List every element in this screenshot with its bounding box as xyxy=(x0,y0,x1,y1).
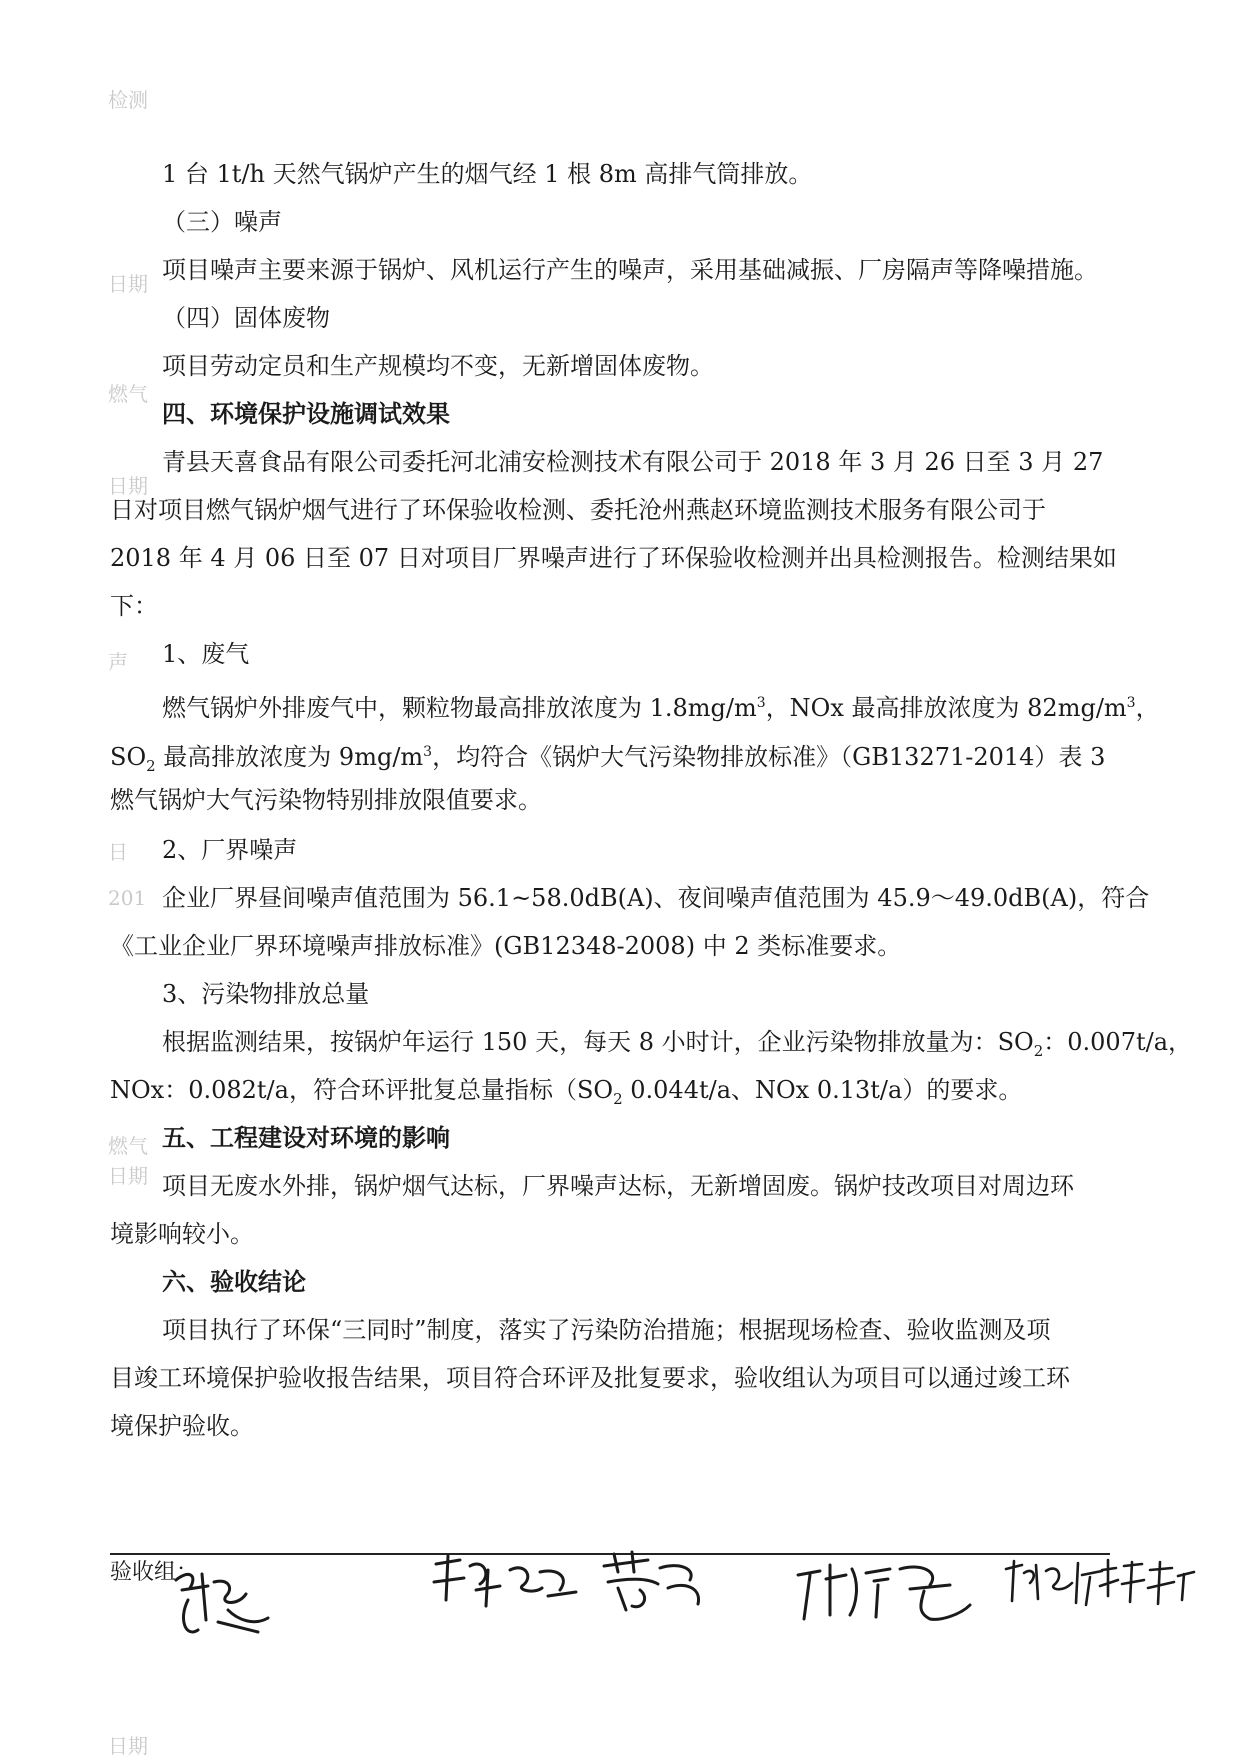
superscript: 3 xyxy=(756,695,766,711)
text-run: ， xyxy=(1135,694,1160,722)
paragraph-line: 境保护验收。 xyxy=(110,1412,254,1440)
paragraph-line: 青县天喜食品有限公司委托河北浦安检测技术有限公司于 2018 年 3 月 26 日至 3 月 27 xyxy=(162,448,1104,476)
handwritten-signature xyxy=(598,1548,708,1618)
signature-label: 验收组： xyxy=(110,1560,199,1585)
bleed-through-mark: 检测 xyxy=(108,88,148,112)
paragraph-line: 目竣工环境保护验收报告结果，项目符合环评及批复要求，验收组认为项目可以通过竣工环 xyxy=(110,1364,1070,1392)
subscript: 2 xyxy=(613,1089,623,1108)
section-heading: 六、验收结论 xyxy=(162,1267,306,1296)
text-run: ：0.007t/a， xyxy=(1043,1028,1193,1056)
paragraph-line xyxy=(162,686,1160,725)
bleed-through-mark: 日期 xyxy=(108,1164,148,1188)
bleed-through-mark: 燃气 xyxy=(108,1134,148,1158)
bleed-through-mark: 声 xyxy=(108,650,128,674)
superscript: 3 xyxy=(423,744,433,760)
section-heading: （四）固体废物 xyxy=(162,304,330,332)
bleed-through-mark: 日期 xyxy=(108,272,148,296)
bleed-through-mark: 日期 xyxy=(108,474,148,498)
text-run: 最高排放浓度为 9mg/m xyxy=(155,743,424,771)
paragraph-line: 1 台 1t/h 天然气锅炉产生的烟气经 1 根 8m 高排气筒排放。 xyxy=(162,160,813,188)
subscript: 2 xyxy=(146,756,156,775)
bleed-through-mark: 燃气 xyxy=(108,382,148,406)
paragraph-line xyxy=(162,1025,1192,1068)
bleed-through-mark: 日期 xyxy=(108,1734,148,1758)
paragraph-line: 2018 年 4 月 06 日至 07 日对项目厂界噪声进行了环保验收检测并出具检测报告。检测结果如 xyxy=(110,544,1117,572)
paragraph-line: 项目无废水外排，锅炉烟气达标，厂界噪声达标，无新增固废。锅炉技改项目对周边环 xyxy=(162,1172,1074,1200)
paragraph-line: 燃气锅炉大气污染物特别排放限值要求。 xyxy=(110,786,542,814)
paragraph-line: 项目劳动定员和生产规模均不变，无新增固体废物。 xyxy=(162,352,714,380)
handwritten-signature xyxy=(1098,1556,1198,1611)
paragraph-line: 下： xyxy=(110,592,158,620)
section-heading: 1、废气 xyxy=(162,640,250,668)
section-heading: 2、厂界噪声 xyxy=(162,836,298,864)
text-run: ，NOx 最高排放浓度为 82mg/m xyxy=(765,694,1127,722)
text-run: ，均符合《锅炉大气污染物排放标准》（GB13271-2014）表 3 xyxy=(432,743,1106,771)
text-run: 根据监测结果，按锅炉年运行 150 天，每天 8 小时计，企业污染物排放量为：SO xyxy=(162,1028,1034,1056)
handwritten-signature xyxy=(1002,1553,1107,1613)
section-heading: 五、工程建设对环境的影响 xyxy=(162,1123,450,1152)
bleed-through-mark: 201 xyxy=(108,886,147,910)
section-heading: 3、污染物排放总量 xyxy=(162,980,370,1008)
paragraph-line: 项目噪声主要来源于锅炉、风机运行产生的噪声，采用基础减振、厂房隔声等降噪措施。 xyxy=(162,256,1098,284)
text-run: 0.044t/a、NOx 0.13t/a）的要求。 xyxy=(622,1076,1023,1104)
paragraph-line: 日对项目燃气锅炉烟气进行了环保验收检测、委托沧州燕赵环境监测技术服务有限公司于 xyxy=(110,496,1046,524)
bleed-through-mark: 日 xyxy=(108,840,128,864)
handwritten-signature xyxy=(168,1560,278,1650)
paragraph-line: 项目执行了环保“三同时”制度，落实了污染防治措施；根据现场检查、验收监测及项 xyxy=(162,1316,1051,1344)
section-heading: （三）噪声 xyxy=(162,208,282,236)
text-run: SO xyxy=(110,743,147,771)
text-run: NOx：0.082t/a，符合环评批复总量指标（SO xyxy=(110,1076,614,1104)
section-heading: 四、环境保护设施调试效果 xyxy=(162,399,450,428)
superscript: 3 xyxy=(1126,695,1136,711)
paragraph-line xyxy=(110,735,1110,783)
paragraph-line: 《工业企业厂界环境噪声排放标准》(GB12348-2008) 中 2 类标准要求。 xyxy=(110,932,902,960)
paragraph-line xyxy=(110,1073,1110,1116)
paragraph-line: 境影响较小。 xyxy=(110,1220,254,1248)
paragraph-line: 企业厂界昼间噪声值范围为 56.1~58.0dB(A)、夜间噪声值范围为 45.9～49.0dB(A)，符合 xyxy=(162,884,1150,912)
text-run: 燃气锅炉外排废气中，颗粒物最高排放浓度为 1.8mg/m xyxy=(162,694,757,722)
handwritten-signature xyxy=(790,1555,990,1630)
subscript: 2 xyxy=(1033,1041,1044,1060)
handwritten-signature xyxy=(430,1550,580,1620)
